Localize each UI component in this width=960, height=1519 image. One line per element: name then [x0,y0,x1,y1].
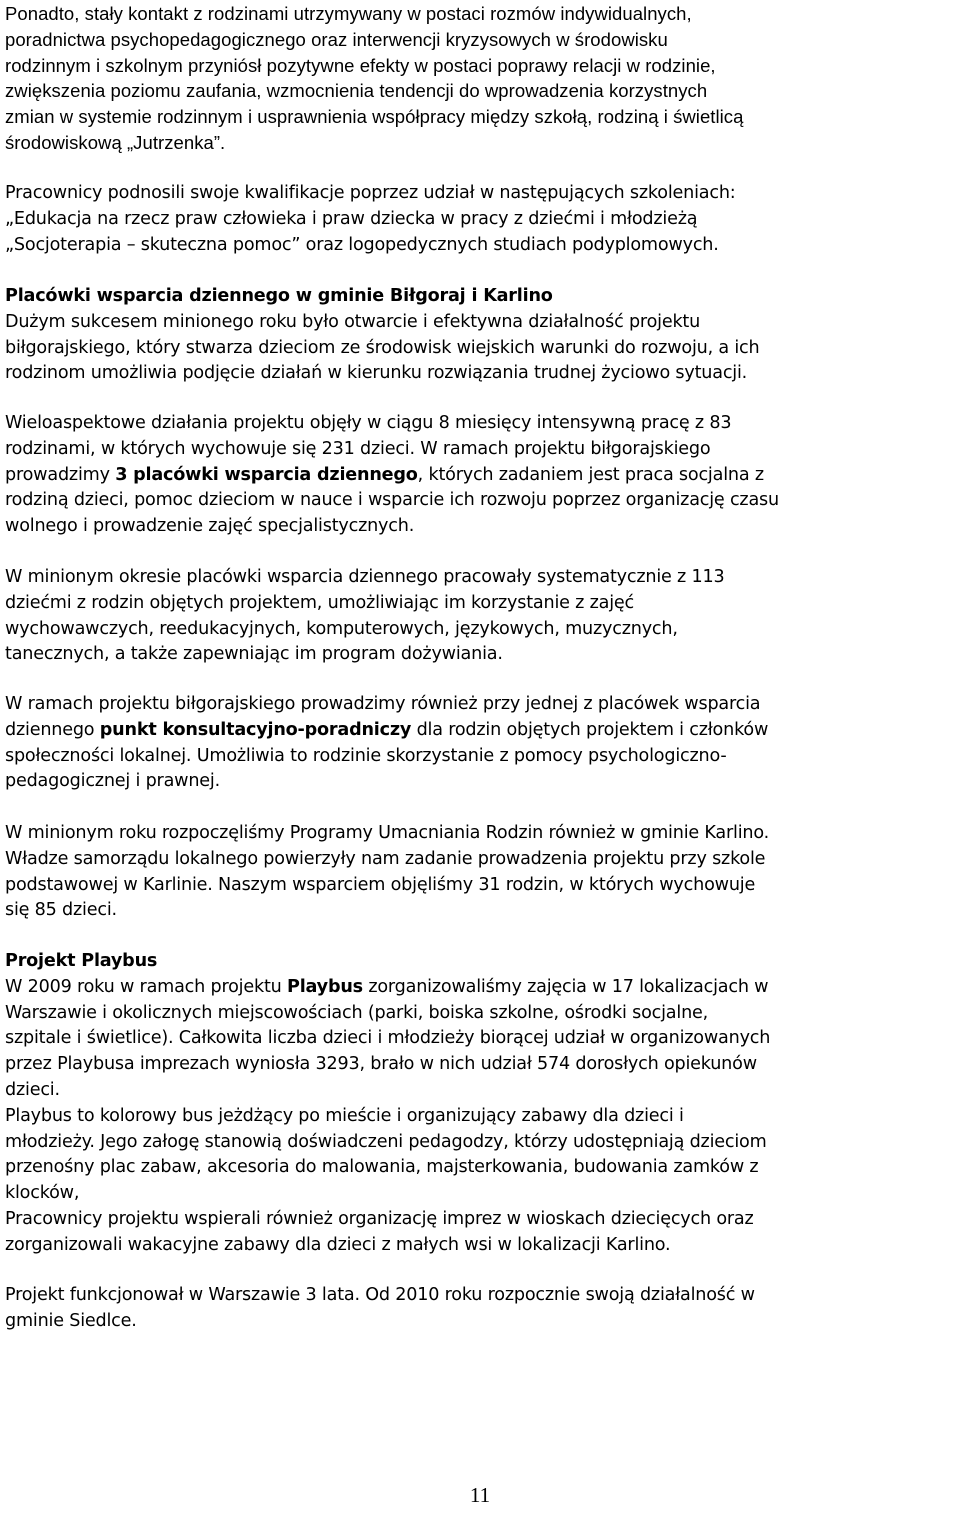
text-line: biłgorajskiego, który stwarza dzieciom ze środowisk wiejskich warunki do rozwoju, a ich [5,337,760,358]
paragraph-family-contact [5,1,743,156]
text-line: Dużym sukcesem minionego roku było otwarcie i efektywna działalność projektu [5,311,701,332]
page-number: 11 [469,1483,491,1507]
text-segment: zorganizowaliśmy zajęcia w 17 lokalizacjach w [362,976,769,997]
text-line: dziećmi z rodzin objętych projektem, umożliwiając im korzystanie z zajęć [5,592,634,613]
text-line: zorganizowali wakacyjne zabawy dla dzieci z małych wsi w lokalizacji Karlino. [5,1234,671,1255]
text-line: rodzinnym i szkolnym przyniósł pozytywne efekty w postaci poprawy relacji w rodzinie, [5,54,716,76]
text-line: szpitale i świetlice). Całkowita liczba dzieci i młodzieży biorącej udział w organizowanych [5,1028,771,1049]
text-line: W ramach projektu biłgorajskiego prowadzimy również przy jednej z placówek wsparcia [5,694,761,714]
section-playbus [5,949,770,1259]
text-line: zwiększenia poziomu zaufania, wzmocnienia tendencji do wprowadzenia korzystnych [5,80,708,102]
text-line: pedagogicznej i prawnej. [5,771,221,792]
text-line: Projekt funkcjonował w Warszawie 3 lata. Od 2010 roku rozpocznie swoją działalność w [5,1285,755,1305]
text-segment: dziennego [5,719,100,740]
paragraph-project-activities [5,411,779,540]
text-line: „Socjoterapia – skuteczna pomoc” oraz logopedycznych studiach podyplomowych. [5,234,719,255]
text-line [5,975,770,1001]
text-line [5,718,768,744]
section-heading: Placówki wsparcia dziennego w gminie Biłgoraj i Karlino [5,286,553,306]
text-line: dzieci. [5,1079,60,1100]
text-line [5,463,779,489]
text-line: poradnictwa psychopedagogicznego oraz interwencji kryzysowych w środowisku [5,28,668,50]
paragraph-project-duration [5,1283,755,1335]
section-day-support-centers [5,284,759,387]
text-segment: W 2009 roku w ramach projektu [5,976,288,997]
text-line: rodzinami, w których wychowuje się 231 dzieci. W ramach projektu biłgorajskiego [5,438,711,459]
document-page [5,0,957,1519]
text-segment: , których zadaniem jest praca socjalna z [417,464,764,485]
bold-phrase: 3 placówki wsparcia dziennego [115,464,418,485]
text-line: podstawowej w Karlinie. Naszym wsparciem objęliśmy 31 rodzin, w których wychowuje [5,874,756,895]
text-line: Ponadto, stały kontakt z rodzinami utrzymywany w postaci rozmów indywidualnych, [5,3,692,24]
text-segment: prowadzimy [5,464,116,485]
text-segment: dla rodzin objętych projektem i członków [411,719,769,740]
text-line: środowiskową „Jutrzenka”. [5,131,226,153]
text-line: Pracownicy projektu wspierali również organizację imprez w wioskach dziecięcych oraz [5,1208,754,1229]
section-heading: Projekt Playbus [5,951,158,971]
text-line: rodziną dzieci, pomoc dzieciom w nauce i wsparcie ich rozwoju poprzez organizację czasu [5,490,779,511]
text-line: „Edukacja na rzecz praw człowieka i praw dziecka w pracy z dziećmi i młodzieżą [5,208,698,229]
text-line: zmian w systemie rodzinnym i usprawnienia współpracy między szkołą, rodziną i świetlicą [5,106,744,128]
text-line: wychowawczych, reedukacyjnych, komputerowych, językowych, muzycznych, [5,618,678,639]
text-line: wolnego i prowadzenie zajęć specjalistycznych. [5,516,415,537]
paragraph-centers-work [5,565,724,668]
text-line: przenośny plac zabaw, akcesoria do malowania, majsterkowania, budowania zamków z [5,1157,759,1178]
text-line: przez Playbusa imprezach wyniosła 3293, brało w nich udział 574 dorosłych opiekunów [5,1054,757,1075]
text-line: W minionym okresie placówki wsparcia dziennego pracowały systematycznie z 113 [5,567,725,587]
text-line: Warszawie i okolicznych miejscowościach (parki, boiska szkolne, ośrodki socjalne, [5,1002,709,1023]
text-line: Wieloaspektowe działania projektu objęły w ciągu 8 miesięcy intensywną pracę z 83 [5,413,732,433]
text-line: tanecznych, a także zapewniając im program dożywiania. [5,644,503,665]
text-line: klocków, [5,1183,80,1204]
text-line: społeczności lokalnej. Umożliwia to rodzinie skorzystanie z pomocy psychologiczno- [5,745,727,766]
bold-phrase: Playbus [287,976,363,997]
text-line: rodzinom umożliwia podjęcie działań w kierunku rozwiązania trudnej życiowo sytuacji. [5,363,748,384]
text-line: gminie Siedlce. [5,1310,137,1331]
text-line: W minionym roku rozpoczęliśmy Programy Umacniania Rodzin również w gminie Karlino. [5,823,770,843]
text-line: Władze samorządu lokalnego powierzyły nam zadanie prowadzenia projektu przy szkole [5,848,766,869]
paragraph-karlino [5,821,769,924]
paragraph-consultation-point [5,692,768,795]
text-line: Playbus to kolorowy bus jeżdżący po mieście i organizujący zabawy dla dzieci i [5,1105,684,1126]
paragraph-training [5,181,736,258]
text-line: młodzieży. Jego załogę stanowią doświadczeni pedagodzy, którzy udostępniają dzieciom [5,1131,767,1152]
text-line: Pracownicy podnosili swoje kwalifikacje poprzez udział w następujących szkoleniach: [5,183,736,203]
bold-phrase: punkt konsultacyjno-poradniczy [99,719,412,740]
text-line: się 85 dzieci. [5,900,117,921]
